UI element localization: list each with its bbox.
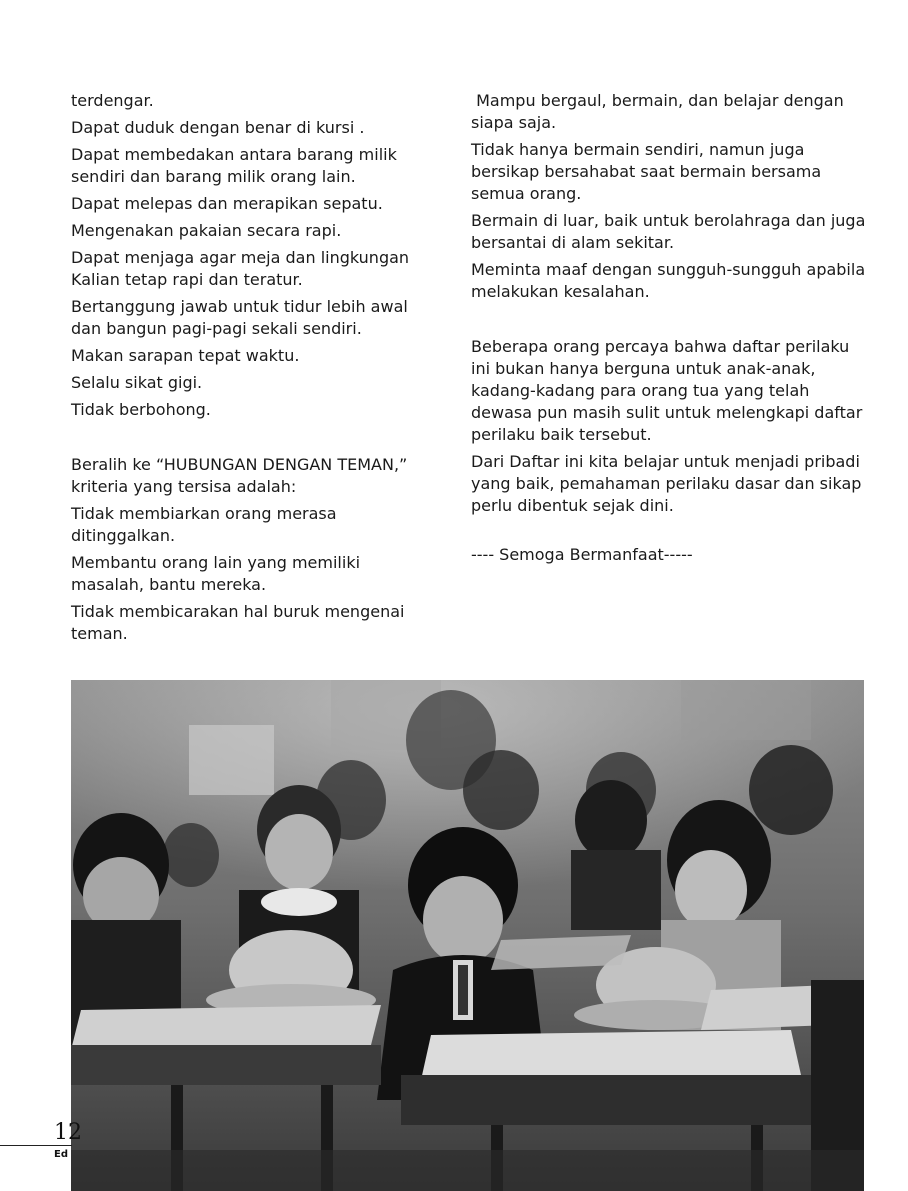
section-intro: Beralih ke “HUBUNGAN DENGAN TEMAN,” kriteria yang tersisa adalah: <box>71 455 408 496</box>
list-item: Selalu sikat gigi. <box>71 373 203 392</box>
list-item: Tidak berbohong. <box>71 400 211 419</box>
paragraph: Dari Daftar ini kita belajar untuk menjadi pribadi yang baik, pemahaman perilaku dasar dan sikap perlu dibentuk sejak dini. <box>471 452 862 515</box>
list-item: Makan sarapan tepat waktu. <box>71 346 300 365</box>
list-item: Dapat menjaga agar meja dan lingkungan Kalian tetap rapi dan teratur. <box>71 248 410 289</box>
classroom-photo <box>71 680 864 1191</box>
left-column <box>71 90 431 650</box>
list-item: Tidak hanya bermain sendiri, namun juga bersikap bersahabat saat bermain bersama semua orang. <box>471 140 822 203</box>
closing-line: ---- Semoga Bermanfaat----- <box>471 545 693 564</box>
list-item: Meminta maaf dengan sungguh-sungguh apabila melakukan kesalahan. <box>471 260 866 301</box>
footer-label: Ed <box>54 1149 68 1160</box>
list-item: Mampu bergaul, bermain, dan belajar dengan siapa saja. <box>471 91 849 132</box>
list-item: Dapat melepas dan merapikan sepatu. <box>71 194 383 213</box>
list-item: Tidak membicarakan hal buruk mengenai teman. <box>71 602 405 643</box>
page-number: 12 <box>54 1120 82 1145</box>
paragraph: Beberapa orang percaya bahwa daftar perilaku ini bukan hanya berguna untuk anak-anak, kadang-kadang para orang tua yang telah dewasa pun masih sulit untuk melengkapi daftar perilaku baik tersebut. <box>471 337 863 444</box>
right-column <box>471 90 871 571</box>
list-item: Dapat membedakan antara barang milik sendiri dan barang milik orang lain. <box>71 145 397 186</box>
list-item: Bertanggung jawab untuk tidur lebih awal dan bangun pagi-pagi sekali sendiri. <box>71 297 408 338</box>
classroom-photo-illustration <box>71 680 864 1191</box>
list-item: Mengenakan pakaian secara rapi. <box>71 221 342 240</box>
list-item: terdengar. <box>71 91 154 110</box>
list-item: Dapat duduk dengan benar di kursi . <box>71 118 365 137</box>
list-item: Tidak membiarkan orang merasa ditinggalkan. <box>71 504 337 545</box>
list-item: Bermain di luar, baik untuk berolahraga dan juga bersantai di alam sekitar. <box>471 211 866 252</box>
list-item: Membantu orang lain yang memiliki masalah, bantu mereka. <box>71 553 361 594</box>
